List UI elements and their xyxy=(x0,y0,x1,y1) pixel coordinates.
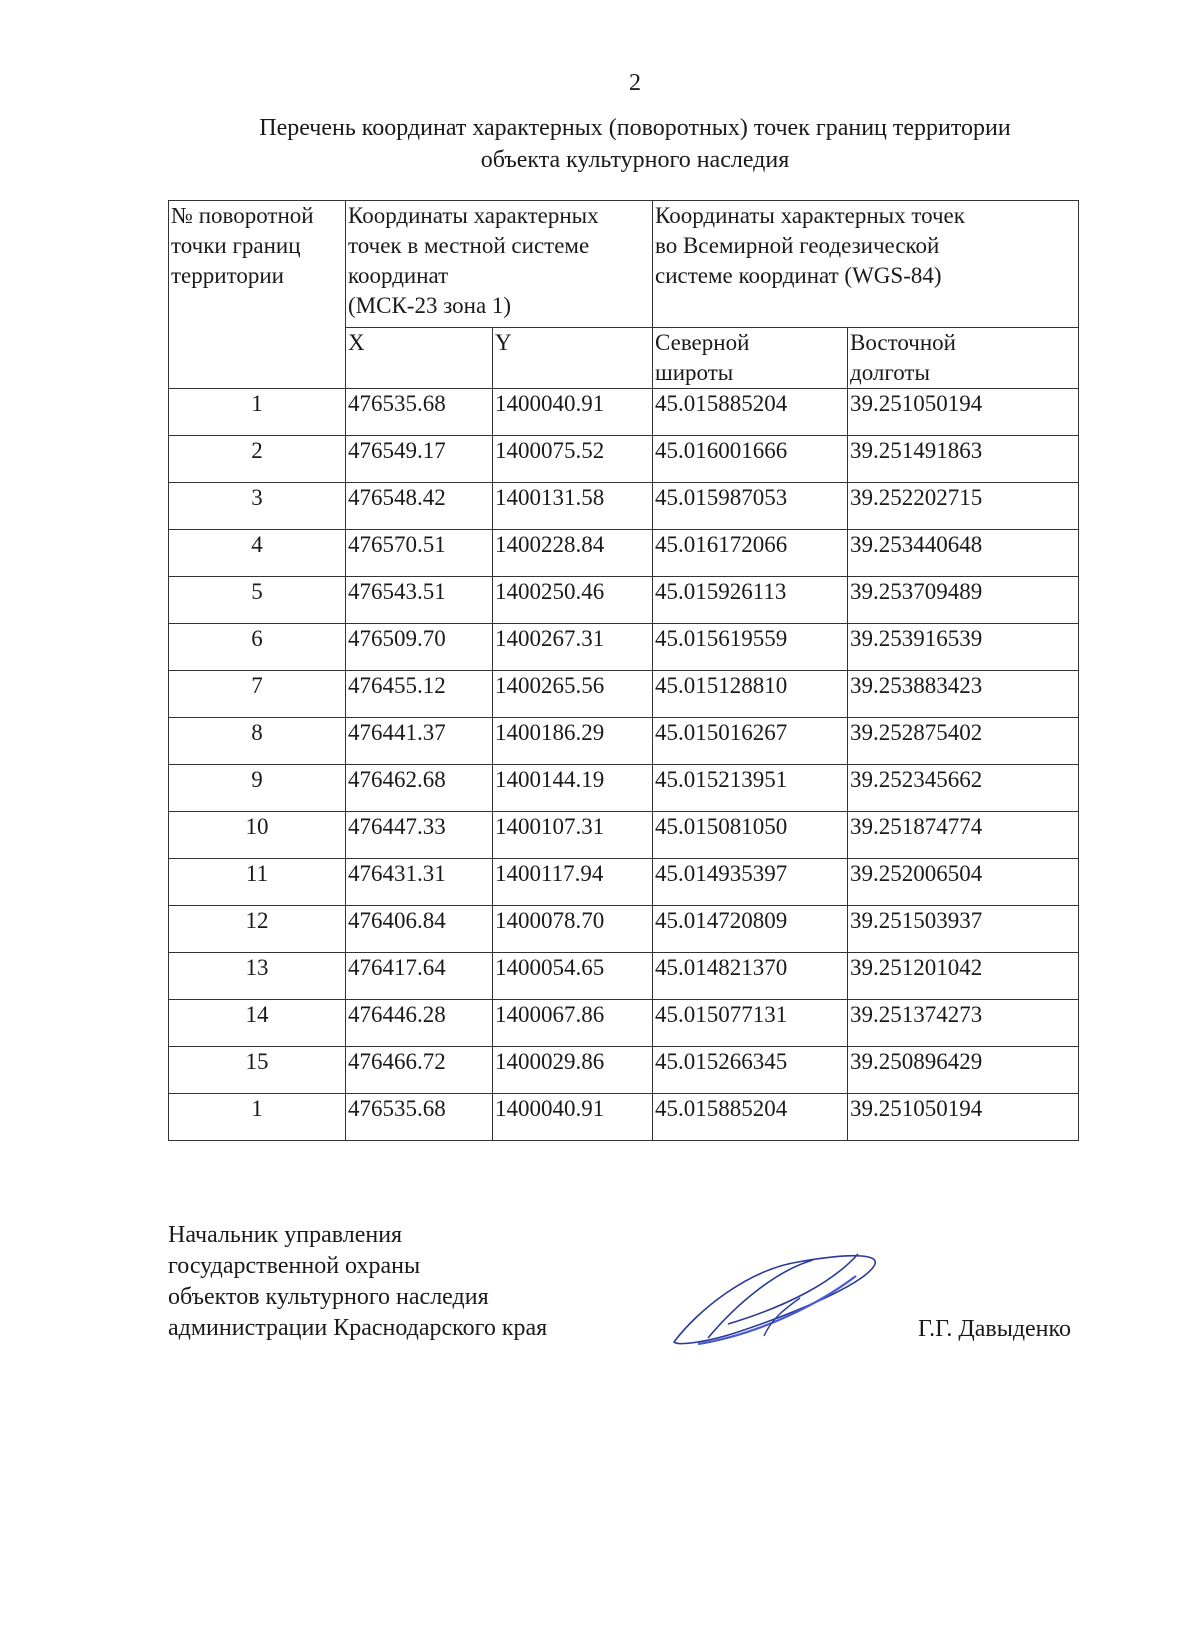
y-coordinate: 1400067.86 xyxy=(493,1000,653,1047)
latitude: 45.015885204 xyxy=(653,389,848,436)
document-title-line-2: объекта культурного наследия xyxy=(480,147,790,173)
table-row xyxy=(169,577,1079,624)
signer-name: Г.Г. Давыденко xyxy=(918,1316,1071,1342)
header-latitude-line: широты xyxy=(655,360,734,385)
latitude: 45.015987053 xyxy=(653,483,848,530)
y-coordinate: 1400075.52 xyxy=(493,436,653,483)
longitude: 39.253883423 xyxy=(848,671,1079,718)
header-latitude xyxy=(653,328,848,389)
point-number: 4 xyxy=(169,530,346,577)
header-local-line: координат xyxy=(348,263,449,288)
position-line: администрации Краснодарского края xyxy=(168,1315,548,1341)
point-number: 8 xyxy=(169,718,346,765)
table-row xyxy=(169,859,1079,906)
table-row xyxy=(169,953,1079,1000)
y-coordinate: 1400267.31 xyxy=(493,624,653,671)
header-point-number xyxy=(169,201,346,389)
longitude: 39.252875402 xyxy=(848,718,1079,765)
header-wgs-coordinates xyxy=(653,201,1079,328)
longitude: 39.251050194 xyxy=(848,389,1079,436)
y-coordinate: 1400228.84 xyxy=(493,530,653,577)
point-number: 10 xyxy=(169,812,346,859)
y-coordinate: 1400117.94 xyxy=(493,859,653,906)
latitude: 45.016172066 xyxy=(653,530,848,577)
point-number: 15 xyxy=(169,1047,346,1094)
y-coordinate: 1400265.56 xyxy=(493,671,653,718)
x-coordinate: 476466.72 xyxy=(346,1047,493,1094)
point-number: 5 xyxy=(169,577,346,624)
latitude: 45.016001666 xyxy=(653,436,848,483)
x-coordinate: 476509.70 xyxy=(346,624,493,671)
longitude: 39.253440648 xyxy=(848,530,1079,577)
longitude: 39.250896429 xyxy=(848,1047,1079,1094)
latitude: 45.015016267 xyxy=(653,718,848,765)
latitude: 45.015213951 xyxy=(653,765,848,812)
x-coordinate: 476462.68 xyxy=(346,765,493,812)
table-body xyxy=(169,389,1079,1141)
longitude: 39.252006504 xyxy=(848,859,1079,906)
header-local-coordinates xyxy=(346,201,653,328)
longitude: 39.251874774 xyxy=(848,812,1079,859)
latitude: 45.015619559 xyxy=(653,624,848,671)
longitude: 39.253916539 xyxy=(848,624,1079,671)
point-number: 11 xyxy=(169,859,346,906)
latitude: 45.015081050 xyxy=(653,812,848,859)
header-local-line: Координаты характерных xyxy=(348,203,599,228)
x-coordinate: 476455.12 xyxy=(346,671,493,718)
header-latitude-line: Северной xyxy=(655,330,750,355)
table-row xyxy=(169,671,1079,718)
header-point-line: точки границ xyxy=(171,233,301,258)
table-row xyxy=(169,436,1079,483)
x-coordinate: 476417.64 xyxy=(346,953,493,1000)
table-row xyxy=(169,812,1079,859)
x-coordinate: 476441.37 xyxy=(346,718,493,765)
latitude: 45.014720809 xyxy=(653,906,848,953)
y-coordinate: 1400040.91 xyxy=(493,1094,653,1141)
latitude: 45.015128810 xyxy=(653,671,848,718)
point-number: 7 xyxy=(169,671,346,718)
latitude: 45.014821370 xyxy=(653,953,848,1000)
page-number: 2 xyxy=(629,70,641,96)
table-row xyxy=(169,1000,1079,1047)
table-header-row xyxy=(169,201,1079,328)
table-row xyxy=(169,1094,1079,1141)
position-line: объектов культурного наследия xyxy=(168,1284,489,1310)
table-row xyxy=(169,718,1079,765)
table-row xyxy=(169,389,1079,436)
handwritten-signature xyxy=(668,1240,898,1350)
header-longitude-line: долготы xyxy=(850,360,930,385)
x-coordinate: 476447.33 xyxy=(346,812,493,859)
longitude: 39.253709489 xyxy=(848,577,1079,624)
y-coordinate: 1400078.70 xyxy=(493,906,653,953)
y-coordinate: 1400040.91 xyxy=(493,389,653,436)
x-coordinate: 476549.17 xyxy=(346,436,493,483)
longitude: 39.251491863 xyxy=(848,436,1079,483)
x-coordinate: 476535.68 xyxy=(346,389,493,436)
longitude: 39.251503937 xyxy=(848,906,1079,953)
position-line: государственной охраны xyxy=(168,1253,421,1279)
x-coordinate: 476548.42 xyxy=(346,483,493,530)
point-number: 3 xyxy=(169,483,346,530)
table-row xyxy=(169,1047,1079,1094)
y-coordinate: 1400250.46 xyxy=(493,577,653,624)
x-coordinate: 476535.68 xyxy=(346,1094,493,1141)
header-wgs-line: во Всемирной геодезической xyxy=(655,233,940,258)
table-row xyxy=(169,483,1079,530)
point-number: 6 xyxy=(169,624,346,671)
header-local-line: точек в местной системе xyxy=(348,233,590,258)
latitude: 45.015885204 xyxy=(653,1094,848,1141)
header-longitude-line: Восточной xyxy=(850,330,956,355)
point-number: 1 xyxy=(169,389,346,436)
y-coordinate: 1400029.86 xyxy=(493,1047,653,1094)
table-row xyxy=(169,624,1079,671)
x-coordinate: 476570.51 xyxy=(346,530,493,577)
point-number: 2 xyxy=(169,436,346,483)
header-x: X xyxy=(346,328,493,389)
document-title-line-1: Перечень координат характерных (поворотных) точек границ территории xyxy=(259,115,1011,141)
table-row xyxy=(169,765,1079,812)
longitude: 39.251374273 xyxy=(848,1000,1079,1047)
y-coordinate: 1400107.31 xyxy=(493,812,653,859)
signatory-position xyxy=(168,1220,547,1344)
x-coordinate: 476543.51 xyxy=(346,577,493,624)
point-number: 9 xyxy=(169,765,346,812)
header-point-line: территории xyxy=(171,263,284,288)
point-number: 1 xyxy=(169,1094,346,1141)
y-coordinate: 1400144.19 xyxy=(493,765,653,812)
longitude: 39.251050194 xyxy=(848,1094,1079,1141)
point-number: 12 xyxy=(169,906,346,953)
latitude: 45.015266345 xyxy=(653,1047,848,1094)
y-coordinate: 1400131.58 xyxy=(493,483,653,530)
header-longitude xyxy=(848,328,1079,389)
point-number: 13 xyxy=(169,953,346,1000)
position-line: Начальник управления xyxy=(168,1222,403,1248)
header-point-line: № поворотной xyxy=(171,203,314,228)
point-number: 14 xyxy=(169,1000,346,1047)
header-wgs-line: Координаты характерных точек xyxy=(655,203,965,228)
coordinates-table xyxy=(168,200,1079,1141)
header-wgs-line: системе координат (WGS-84) xyxy=(655,263,942,288)
header-local-line: (МСК-23 зона 1) xyxy=(348,293,512,318)
longitude: 39.252202715 xyxy=(848,483,1079,530)
x-coordinate: 476406.84 xyxy=(346,906,493,953)
table-row xyxy=(169,530,1079,577)
latitude: 45.014935397 xyxy=(653,859,848,906)
longitude: 39.251201042 xyxy=(848,953,1079,1000)
header-y: Y xyxy=(493,328,653,389)
y-coordinate: 1400186.29 xyxy=(493,718,653,765)
table-row xyxy=(169,906,1079,953)
longitude: 39.252345662 xyxy=(848,765,1079,812)
x-coordinate: 476446.28 xyxy=(346,1000,493,1047)
y-coordinate: 1400054.65 xyxy=(493,953,653,1000)
document-title xyxy=(170,112,1100,176)
latitude: 45.015077131 xyxy=(653,1000,848,1047)
latitude: 45.015926113 xyxy=(653,577,848,624)
x-coordinate: 476431.31 xyxy=(346,859,493,906)
